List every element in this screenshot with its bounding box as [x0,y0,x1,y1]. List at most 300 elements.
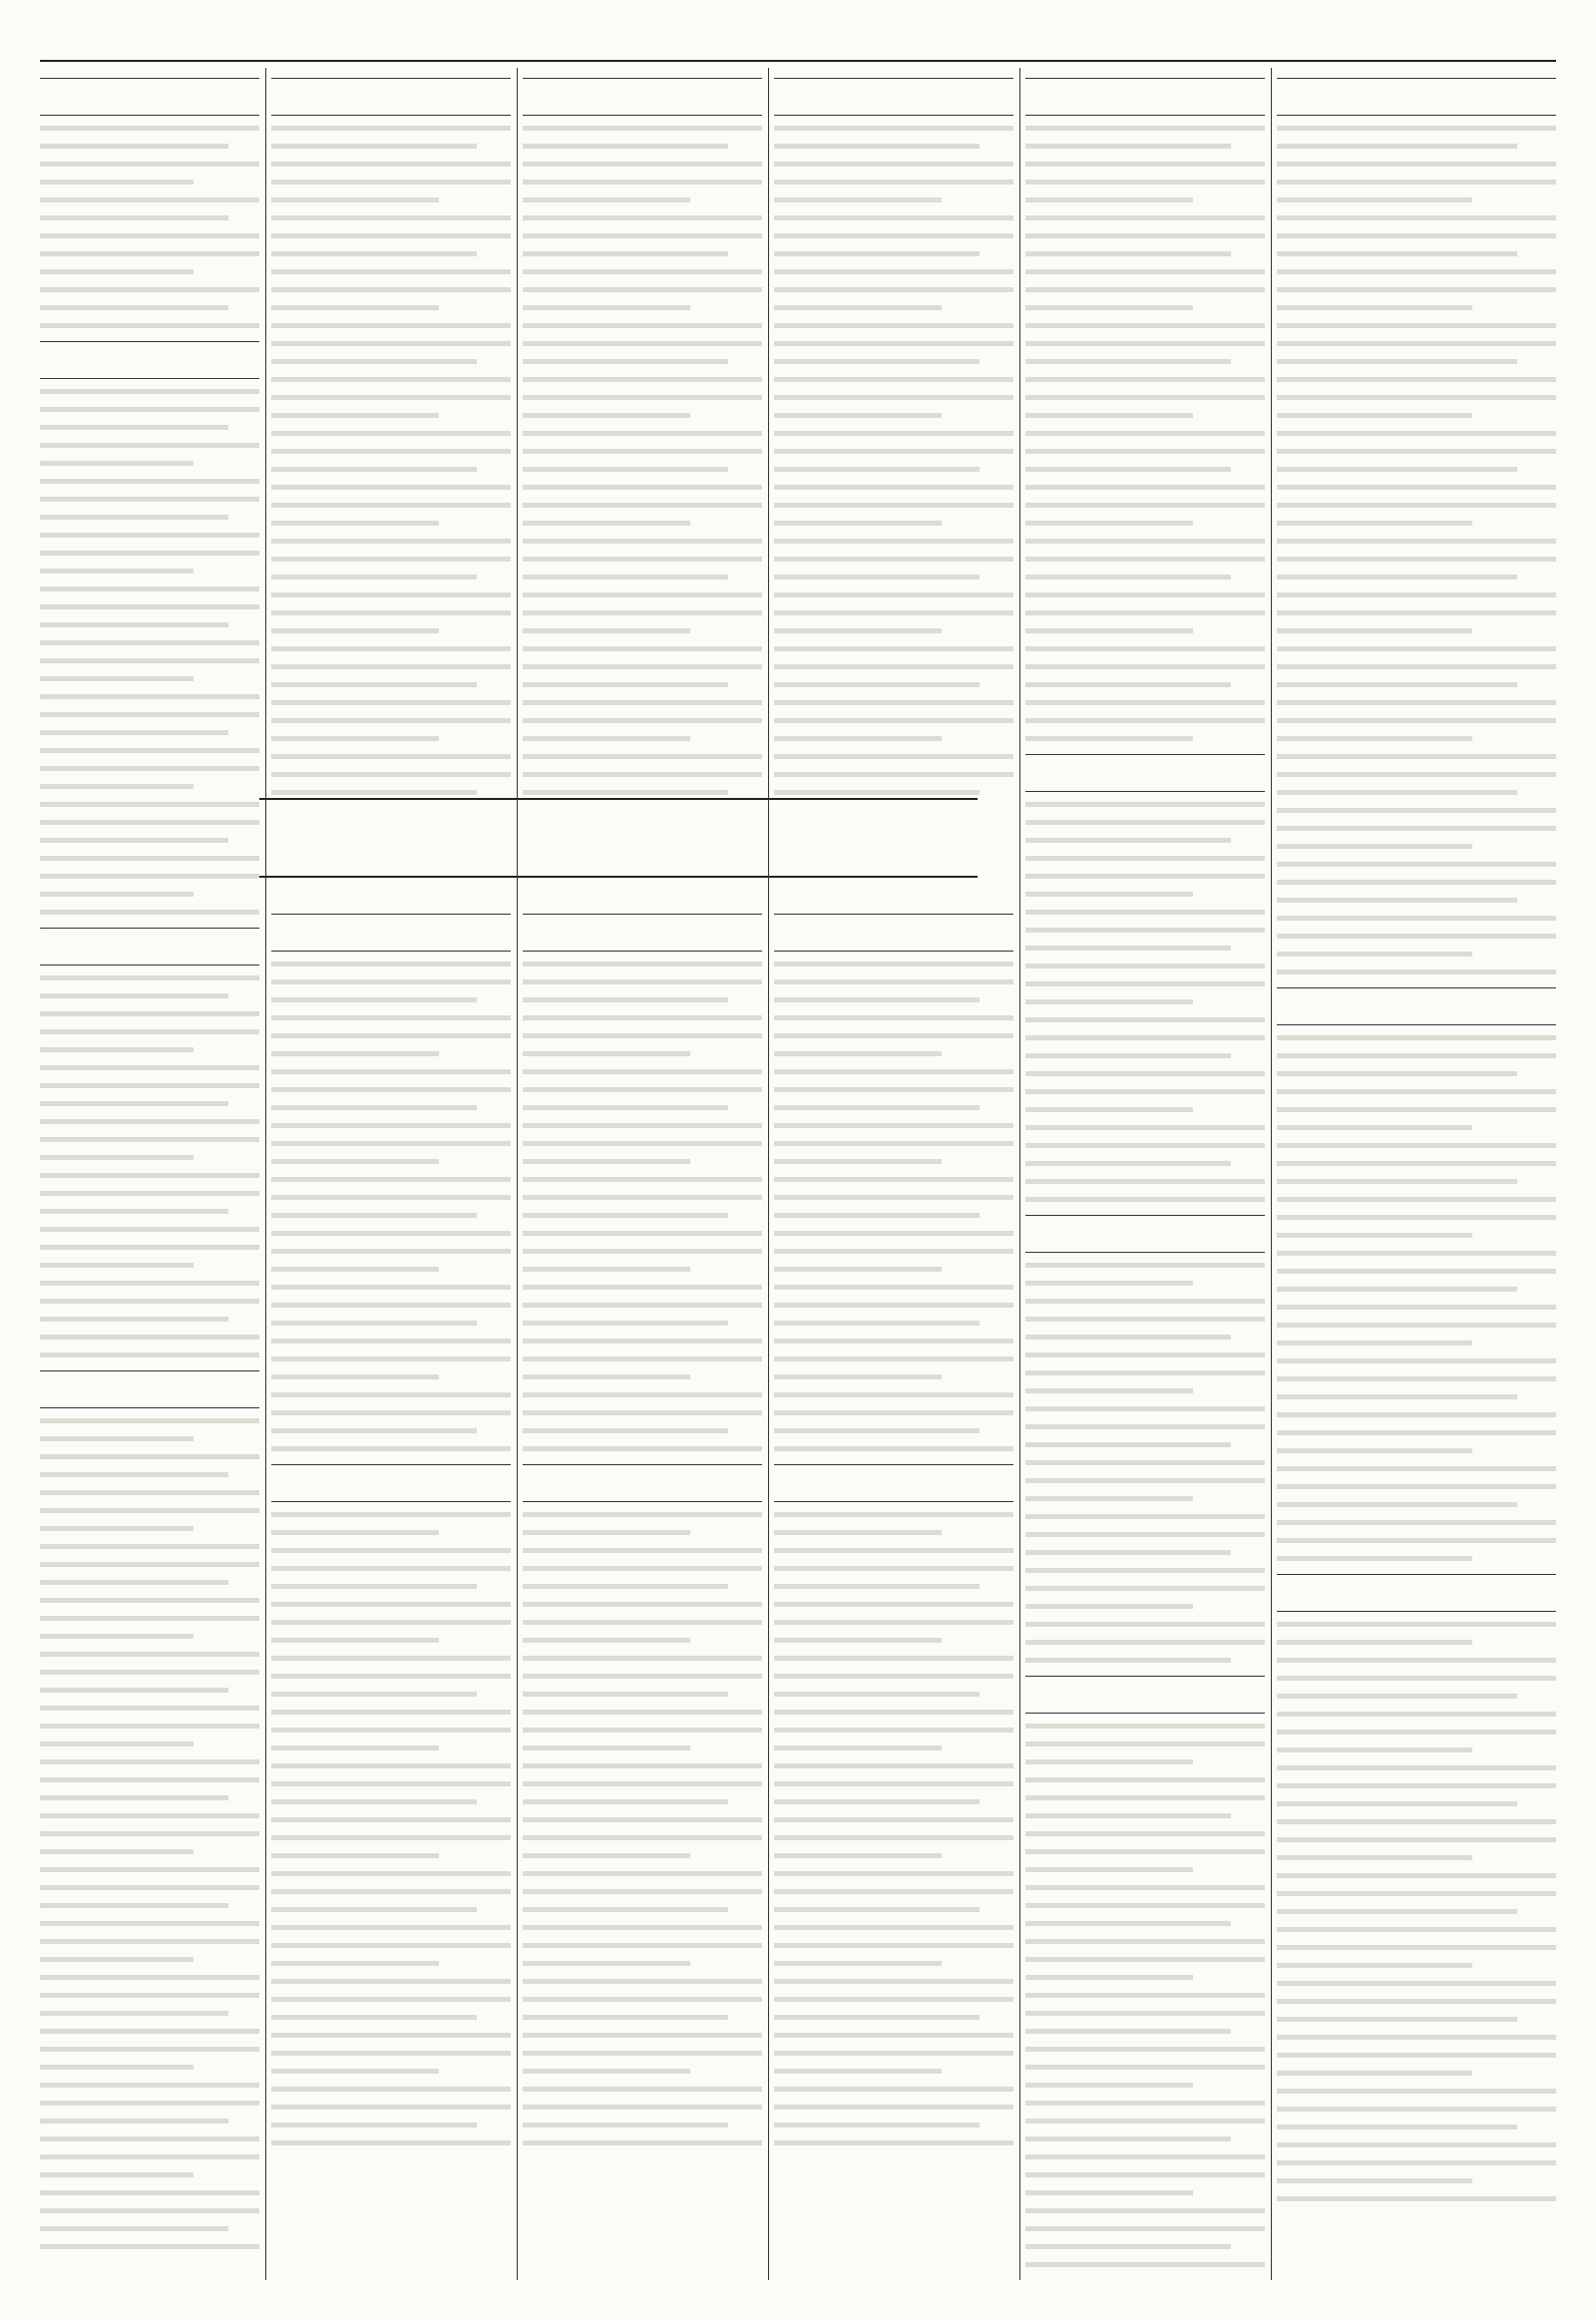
text-line [1025,2047,1265,2052]
text-line [774,1889,1013,1894]
text-line [271,144,477,149]
text-line [523,413,690,418]
text-line [40,1831,259,1836]
text-line [774,377,1013,382]
text-line [40,658,259,663]
text-line [774,610,1013,615]
text-line [271,664,511,669]
text-line [271,377,511,382]
text-line [774,962,1013,967]
text-line [40,1724,259,1729]
text-line [1277,2089,1556,2094]
text-line [40,1245,259,1250]
text-line [523,772,762,777]
column-heading [523,914,762,952]
text-line [1025,1478,1265,1483]
column-heading [523,1464,762,1502]
column-heading [40,928,259,966]
text-line [774,2087,1013,2092]
text-line [271,1566,511,1571]
text-line [523,557,762,562]
text-line [40,1353,259,1357]
text-line [40,838,228,843]
text-line [40,1490,259,1495]
text-line [1277,592,1556,597]
text-line [40,802,259,807]
text-line [1025,1586,1265,1591]
text-line [1277,1999,1556,2004]
text-line [523,682,728,687]
text-line [774,341,1013,346]
text-line [523,162,762,167]
text-line [774,269,1013,274]
text-line [271,1745,439,1750]
text-line [40,269,194,274]
text-line [523,287,762,292]
column-4 [774,68,1013,2280]
text-line [523,790,728,795]
text-line [40,1652,259,1657]
column-heading [774,914,1013,952]
text-line [774,682,980,687]
text-line [1277,144,1517,149]
text-line [1277,898,1517,903]
text-line [1025,2244,1231,2249]
text-line [1025,1370,1265,1375]
text-line [774,1745,942,1750]
text-line [271,1321,477,1326]
text-line [1277,682,1517,687]
text-line [40,1795,228,1800]
text-line [271,1195,511,1200]
text-line [1277,413,1472,418]
text-line [774,754,1013,759]
text-line [523,1033,762,1038]
text-line [1277,2178,1472,2183]
text-line [40,323,259,328]
text-line [40,856,259,861]
text-line [1025,1622,1265,1627]
text-line [523,1410,762,1415]
text-line [523,2033,762,2038]
text-line [271,790,477,795]
text-line [1025,305,1193,310]
text-line [1025,628,1193,633]
text-line [774,1015,1013,1020]
text-line [1025,2029,1231,2034]
text-line [523,1961,690,1966]
text-line [271,1925,511,1930]
text-line [774,1817,1013,1822]
text-line [523,1428,728,1433]
text-line [271,305,439,310]
text-line [271,1889,511,1894]
text-line [523,1321,728,1326]
text-line [1025,910,1265,915]
text-line [1277,1287,1517,1292]
text-line [523,485,762,490]
text-line [271,521,439,526]
text-line [1277,521,1472,526]
text-line [271,962,511,967]
text-line [271,1249,511,1254]
text-line [40,1335,259,1340]
text-line [1025,575,1231,580]
text-line [271,1817,511,1822]
text-line [774,772,1013,777]
text-line [1025,682,1231,687]
text-line [40,1029,259,1034]
text-line [523,2069,690,2074]
text-line [40,1634,194,1639]
text-line [1277,1819,1556,1824]
text-line [1025,413,1193,418]
text-line [1025,610,1265,615]
text-line [271,359,477,364]
text-line [1277,341,1556,346]
text-line [774,1638,942,1643]
text-line [1277,305,1472,310]
text-line [271,1087,511,1092]
text-line [1025,1017,1265,1022]
text-line [774,1728,1013,1733]
text-line [774,197,942,202]
text-line [40,251,259,256]
column-heading [1025,1676,1265,1714]
text-line [1025,1406,1265,1411]
text-line [271,557,511,562]
text-line [1025,1759,1193,1764]
text-line [271,269,511,274]
text-line [774,1997,1013,2002]
text-line [1277,2142,1556,2147]
text-line [271,1710,511,1715]
text-line [40,2083,259,2088]
text-line [1277,628,1472,633]
text-line [40,2136,259,2141]
text-line [523,1303,762,1308]
text-line [523,1745,690,1750]
text-line [40,144,228,149]
text-line [523,1213,728,1218]
text-line [1277,934,1556,939]
text-line [271,1835,511,1840]
text-line [40,1418,259,1423]
text-line [1025,1053,1231,1058]
text-line [1025,1795,1265,1800]
text-line [774,1566,1013,1571]
text-line [271,1213,477,1218]
text-line [774,1781,1013,1786]
text-line [523,341,762,346]
text-line [40,2119,228,2124]
text-line [1277,2071,1472,2076]
text-line [1277,1161,1556,1166]
text-line [40,1119,259,1124]
text-line [1277,395,1556,400]
text-line [40,479,259,484]
text-line [774,1051,942,1056]
text-line [271,287,511,292]
text-line [523,1446,762,1451]
text-line [1025,2226,1265,2231]
text-line [523,1638,690,1643]
text-line [774,1033,1013,1038]
text-line [1025,820,1265,825]
text-line [1025,1353,1265,1357]
text-line [1277,1520,1556,1525]
text-line [1277,2053,1556,2058]
text-line [40,712,259,717]
text-line [271,1584,477,1589]
text-line [774,592,1013,597]
text-line [1277,575,1517,580]
text-line [1025,557,1265,562]
text-line [523,1692,728,1697]
text-line [40,233,259,238]
text-line [1025,1921,1231,1926]
text-line [1277,1502,1517,1507]
text-line [40,215,228,220]
text-line [523,377,762,382]
text-line [40,1436,194,1441]
text-line [774,485,1013,490]
text-line [40,1777,259,1782]
text-line [271,2105,511,2110]
text-line [271,215,511,220]
text-line [523,1051,690,1056]
text-line [1025,359,1231,364]
text-line [1025,1724,1265,1729]
text-line [774,1692,980,1697]
text-line [523,539,762,544]
text-line [1277,1694,1517,1699]
text-line [523,1710,762,1715]
text-line [271,772,511,777]
text-line [1277,1448,1472,1453]
text-line [1277,664,1556,669]
text-line [1025,1035,1265,1040]
column-heading [1025,754,1265,792]
text-line [774,323,1013,328]
text-line [774,997,980,1002]
text-line [1025,838,1231,843]
text-line [774,1871,1013,1876]
text-line [1277,718,1556,723]
text-line [774,251,980,256]
text-line [271,1674,511,1679]
text-line [523,1069,762,1074]
column-heading [1277,987,1556,1025]
text-line [1277,1376,1556,1381]
text-line [271,1961,439,1966]
text-line [1277,323,1556,328]
column-heading [271,914,511,952]
text-line [40,2065,194,2070]
text-line [1277,754,1556,759]
text-line [1025,1281,1193,1286]
text-line [1277,485,1556,490]
text-line [523,1267,690,1272]
text-line [1277,844,1472,849]
text-line [1025,2190,1193,2195]
text-line [271,997,477,1002]
text-line [523,467,728,472]
text-line [40,1688,228,1693]
text-line [774,359,980,364]
text-line [1025,999,1193,1004]
text-line [1025,1741,1265,1746]
text-line [523,1871,762,1876]
text-line [523,503,762,508]
text-line [1025,2011,1265,2016]
text-line [1277,969,1556,974]
text-line [774,1710,1013,1715]
text-line [40,910,259,915]
text-line [40,1155,194,1160]
text-line [1277,377,1556,382]
text-line [271,979,511,984]
text-line [774,467,980,472]
text-line [271,682,477,687]
column-divider [265,68,266,2280]
column-divider [1271,68,1272,2280]
text-line [271,1907,477,1912]
text-line [1025,1424,1265,1429]
text-line [774,1907,980,1912]
text-line [1025,1867,1193,1872]
text-line [774,736,942,741]
column-heading [271,1464,511,1502]
text-line [40,1299,259,1304]
text-line [1025,1496,1193,1501]
text-line [1277,162,1556,167]
text-line [1277,1783,1556,1788]
text-line [40,1867,259,1872]
text-line [1277,359,1517,364]
text-line [1277,2160,1556,2165]
text-line [1277,1197,1556,1202]
text-line [774,1087,1013,1092]
text-line [523,1799,728,1804]
text-line [774,1943,1013,1948]
text-line [774,449,1013,454]
text-line [40,2047,259,2052]
text-line [1277,1909,1517,1914]
text-line [523,1656,762,1661]
column-divider [517,68,518,2280]
text-line [774,1069,1013,1074]
text-line [774,162,1013,167]
text-line [271,2140,511,2145]
text-line [1277,1945,1556,1950]
text-line [523,1159,690,1164]
text-line [1277,1801,1517,1806]
text-line [1277,1107,1556,1112]
text-line [774,718,1013,723]
text-line [1277,646,1556,651]
text-line [40,1616,259,1621]
text-line [774,1303,1013,1308]
text-line [523,431,762,436]
text-line [1277,1712,1556,1717]
text-line [1025,1957,1265,1962]
text-line [271,1548,511,1553]
text-line [1025,1179,1265,1184]
text-line [1277,916,1556,921]
text-line [1025,802,1265,807]
text-line [271,1997,511,2002]
text-line [1025,251,1231,256]
text-line [40,443,259,448]
text-line [774,1267,942,1272]
text-line [1277,1747,1472,1752]
text-line [1025,395,1265,400]
text-line [774,1213,980,1218]
text-line [40,766,259,771]
text-line [40,1209,228,1214]
text-line [774,628,942,633]
text-line [1277,2196,1556,2201]
text-line [774,1656,1013,1661]
text-line [1025,215,1265,220]
text-line [1277,1927,1556,1932]
text-line [1277,1538,1556,1543]
text-line [774,1177,1013,1182]
text-line [271,233,511,238]
text-line [774,2051,1013,2056]
text-line [271,2015,477,2020]
text-line [1025,592,1265,597]
banner-gap [523,808,762,904]
text-line [774,1231,1013,1236]
text-line [1025,1460,1265,1465]
text-line [1025,2208,1265,2213]
text-line [271,610,511,615]
text-line [523,521,690,526]
text-line [271,1105,477,1110]
text-line [1277,1556,1472,1561]
text-line [1277,1430,1556,1435]
text-line [40,425,228,430]
column-6 [1277,68,1556,2280]
text-line [271,1530,439,1535]
text-line [40,305,228,310]
text-line [1025,180,1265,185]
text-line [523,736,690,741]
text-line [40,1137,259,1142]
text-line [40,1227,259,1232]
text-line [40,1101,228,1106]
text-line [1277,736,1472,741]
text-line [1277,1873,1556,1878]
text-line [523,962,762,967]
text-line [1277,539,1556,544]
text-line [774,1321,980,1326]
text-line [523,1530,690,1535]
text-line [1025,1568,1265,1573]
text-line [271,431,511,436]
text-line [1025,1125,1265,1130]
text-line [1025,521,1193,526]
column-heading [271,78,511,116]
text-line [523,197,690,202]
text-line [1025,467,1231,472]
text-line [271,503,511,508]
text-line [523,1584,728,1589]
text-line [40,892,194,897]
text-line [774,1428,980,1433]
